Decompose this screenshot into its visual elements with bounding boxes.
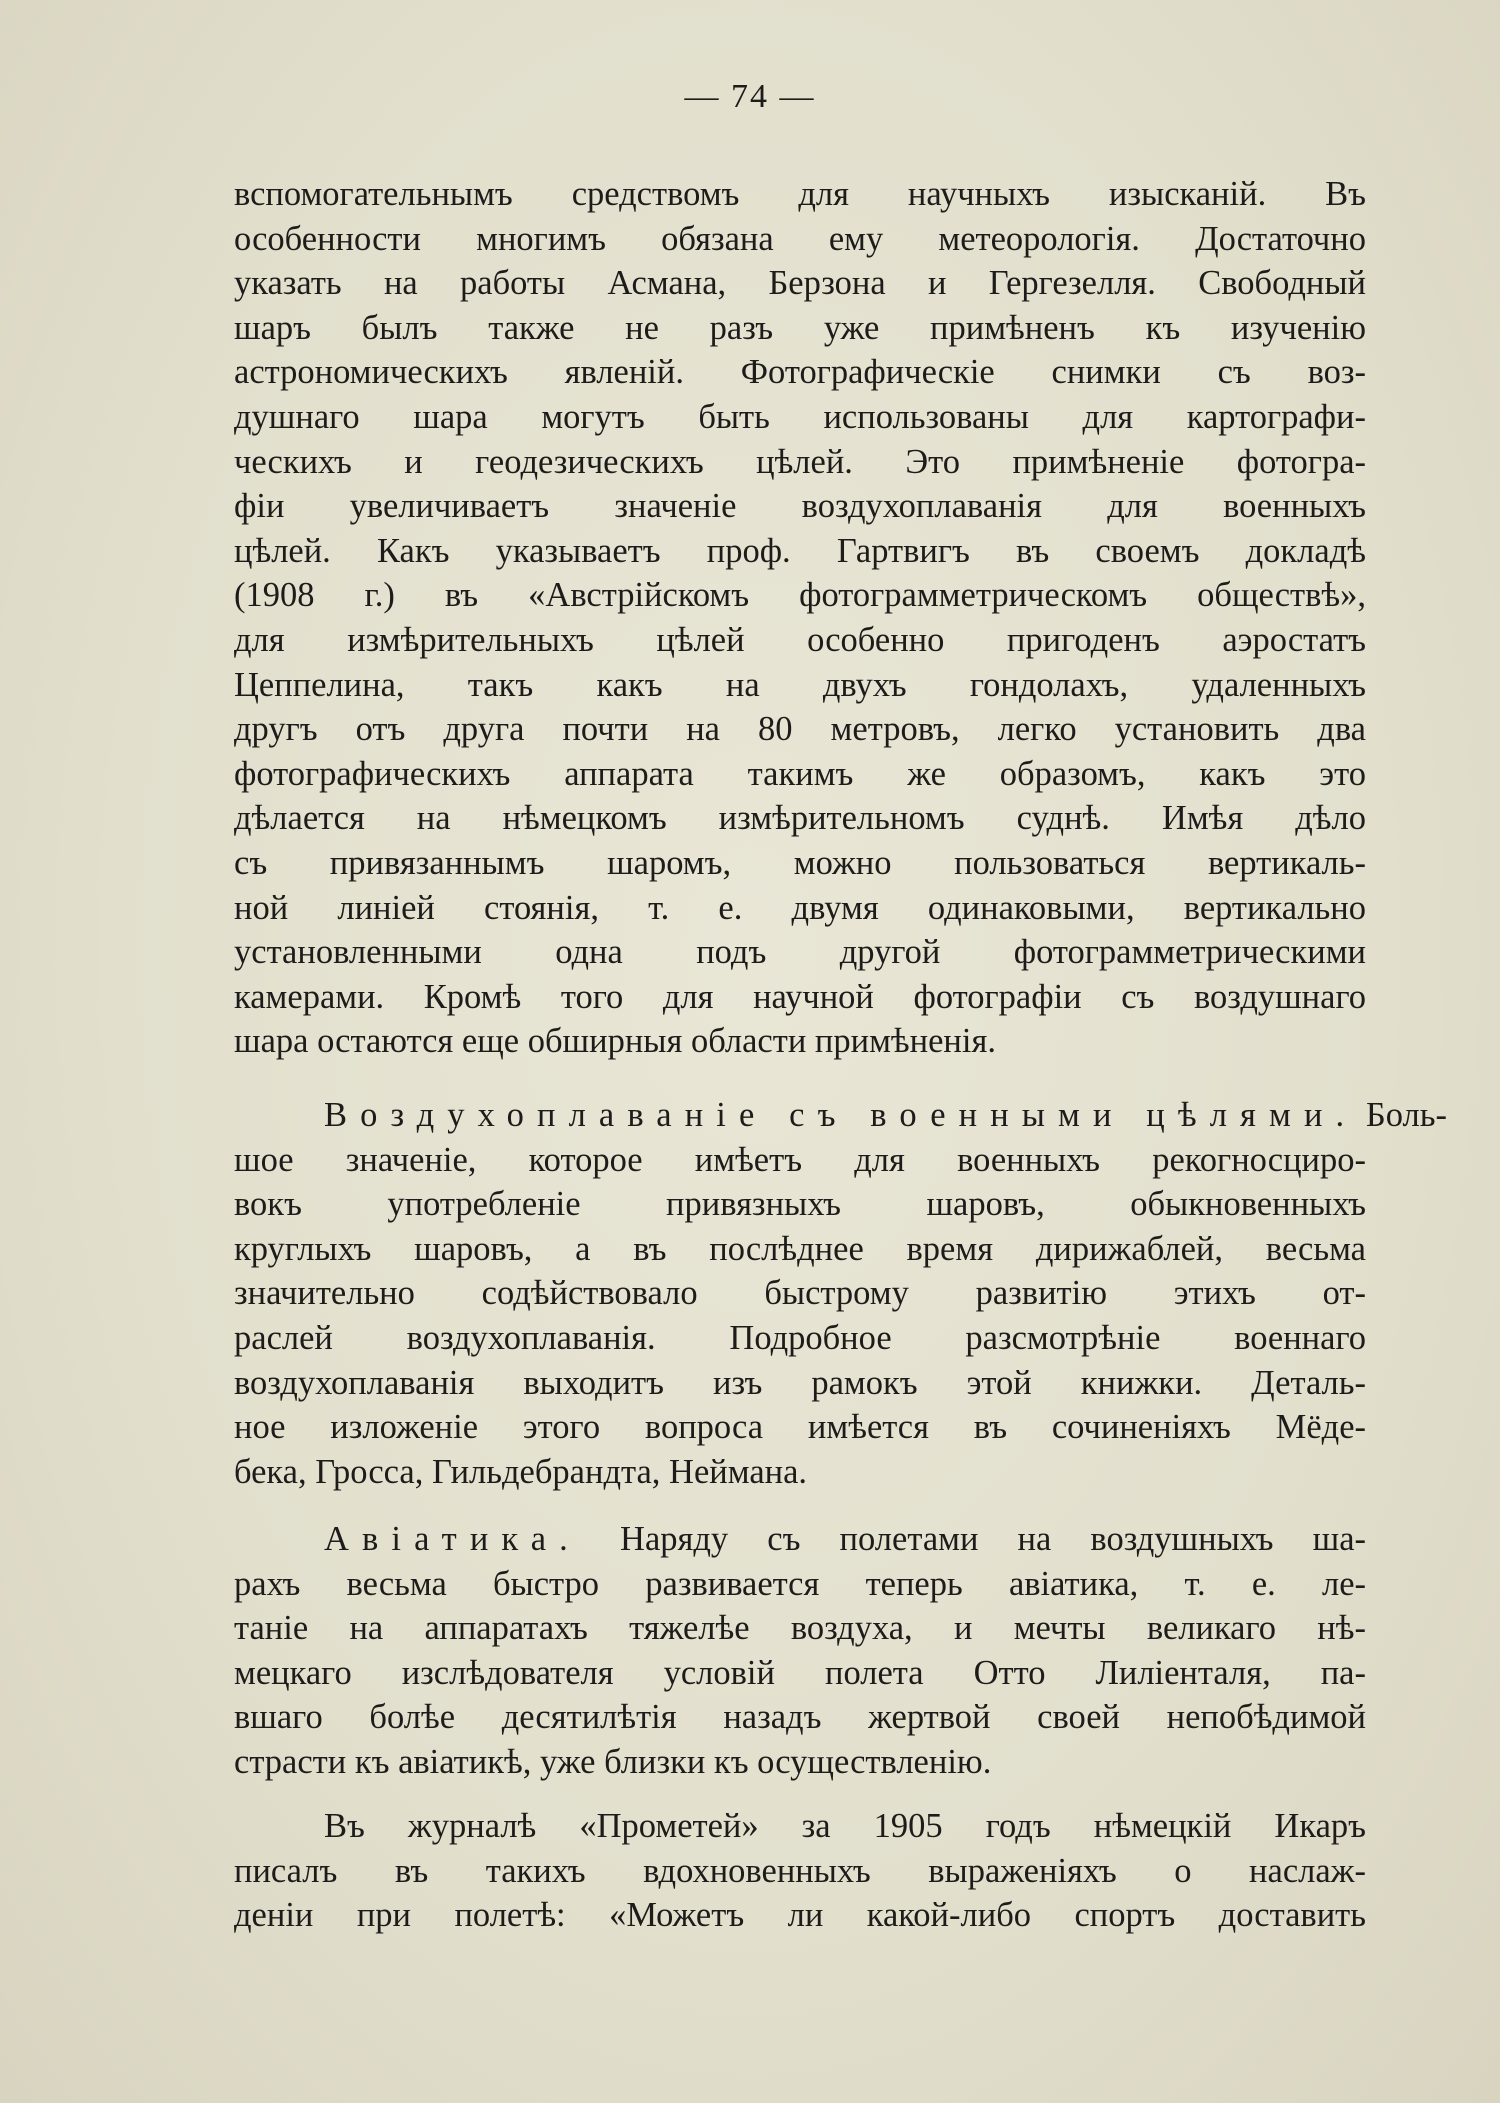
text-line: для измѣрительныхъ цѣлей особенно пригоденъ аэростатъ [234, 620, 1366, 659]
paragraph-1 [234, 172, 1366, 1064]
text-line: дѣлается на нѣмецкомъ измѣрительномъ суднѣ. Имѣя дѣло [234, 799, 1366, 838]
paragraph-first-line: Въ журналѣ «Прометей» за 1905 годъ нѣмецкій Икаръ [324, 1807, 1366, 1845]
text-line: шое значеніе, которое имѣетъ для военныхъ рекогносциро- [234, 1140, 1366, 1179]
text-line: страсти къ авіатикѣ, уже близки къ осуществленію. [234, 1742, 992, 1781]
text-line: рахъ весьма быстро развивается теперь авіатика, т. е. ле- [234, 1564, 1366, 1603]
paragraph-first-line [234, 1093, 1447, 1138]
text-line: фіи увеличиваетъ значеніе воздухоплаванія для военныхъ [234, 487, 1366, 526]
text-run: Боль- [1365, 1096, 1447, 1134]
text-line: вшаго болѣе десятилѣтія назадъ жертвой своей непобѣдимой [234, 1698, 1366, 1737]
text-line: мецкаго изслѣдователя условій полета Отто Лиліенталя, па- [234, 1653, 1366, 1692]
text-line: деніи при полетѣ: «Можетъ ли какой-либо спортъ доставить [234, 1896, 1366, 1935]
paragraph-3 [234, 1517, 1366, 1785]
text-line: Цеппелина, такъ какъ на двухъ гондолахъ, удаленныхъ [234, 665, 1366, 704]
text-line: ное изложеніе этого вопроса имѣется въ сочиненіяхъ Мёде- [234, 1408, 1366, 1447]
text-line: ческихъ и геодезическихъ цѣлей. Это примѣненіе фотогра- [234, 442, 1366, 481]
text-line: таніе на аппаратахъ тяжелѣе воздуха, и мечты великаго нѣ- [234, 1609, 1366, 1648]
text-run: Наряду съ полетами на воздушныхъ ша- [620, 1520, 1366, 1558]
text-line: ной линіей стоянія, т. е. двумя одинаковыми, вертикально [234, 888, 1366, 927]
text-line: камерами. Кромѣ того для научной фотографіи съ воздушнаго [234, 977, 1366, 1016]
text-line: (1908 г.) въ «Австрійскомъ фотограмметрическомъ обществѣ», [234, 576, 1366, 615]
paragraph-4 [234, 1804, 1366, 1938]
text-line: астрономическихъ явленій. Фотографическіе снимки съ воз- [234, 353, 1366, 392]
paragraph-first-line [234, 1517, 1366, 1562]
text-line: вспомогательнымъ средствомъ для научныхъ изысканій. Въ [234, 175, 1366, 213]
text-line: писалъ въ такихъ вдохновенныхъ выраженіяхъ о наслаж- [234, 1851, 1366, 1890]
text-line: фотографическихъ аппарата такимъ же образомъ, какъ это [234, 754, 1366, 793]
text-line: установленными одна подъ другой фотограмметрическими [234, 933, 1366, 972]
text-line: съ привязаннымъ шаромъ, можно пользоваться вертикаль- [234, 843, 1366, 882]
text-line: вокъ употребленіе привязныхъ шаровъ, обыкновенныхъ [234, 1185, 1366, 1224]
page-number: — 74 — [684, 78, 816, 115]
section-heading: Авіатика. [324, 1520, 581, 1558]
text-line: бека, Гросса, Гильдебрандта, Неймана. [234, 1452, 808, 1491]
text-line: значительно содѣйствовало быстрому развитію этихъ от- [234, 1274, 1366, 1313]
text-line: воздухоплаванія выходитъ изъ рамокъ этой книжки. Деталь- [234, 1363, 1366, 1402]
text-line: указать на работы Асмана, Берзона и Гергезелля. Свободный [234, 264, 1366, 303]
paragraph-2 [234, 1093, 1447, 1494]
text-line: шара остаются еще обширныя области примѣненія. [234, 1022, 996, 1061]
text-line: цѣлей. Какъ указываетъ проф. Гартвигъ въ своемъ докладѣ [234, 531, 1366, 570]
text-line: душнаго шара могутъ быть использованы для картографи- [234, 397, 1366, 436]
section-heading: Воздухоплаваніе съ военными цѣлями. [324, 1096, 1358, 1134]
text-line: другъ отъ друга почти на 80 метровъ, легко установить два [234, 710, 1366, 749]
text-line: круглыхъ шаровъ, а въ послѣднее время дирижаблей, весьма [234, 1229, 1366, 1268]
text-line: шаръ былъ также не разъ уже примѣненъ къ изученію [234, 308, 1366, 347]
text-line: раслей воздухоплаванія. Подробное разсмотрѣніе военнаго [234, 1318, 1366, 1357]
text-line: особенности многимъ обязана ему метеорологія. Достаточно [234, 219, 1366, 258]
